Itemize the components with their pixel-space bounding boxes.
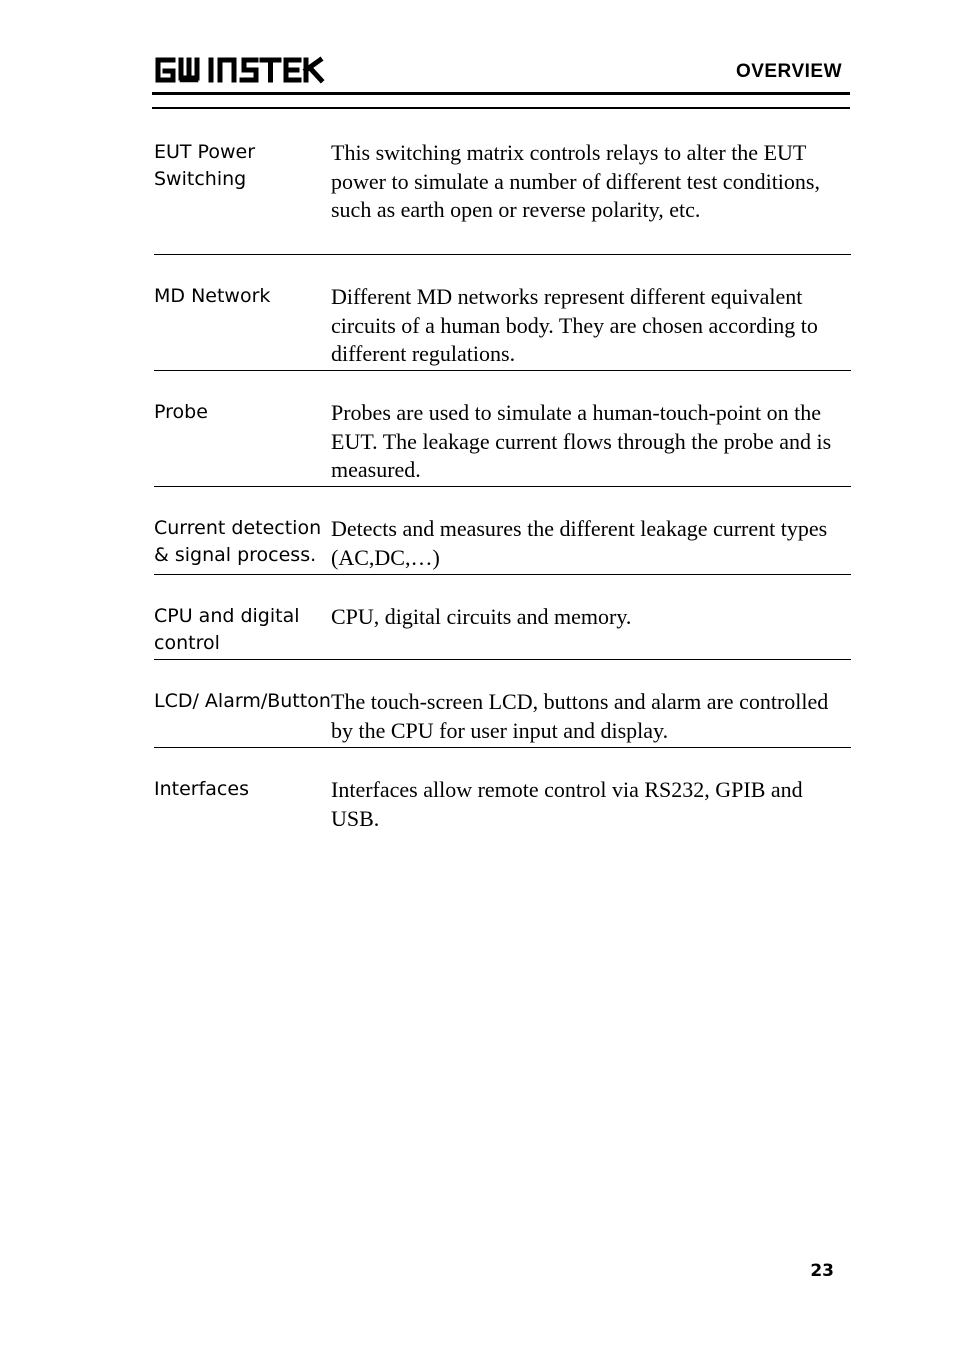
section-title: OVERVIEW [735,61,842,82]
table-row-current-detection [154,487,851,575]
row-term: MD Network [154,285,271,307]
row-term: LCD/ Alarm/Button [154,690,331,712]
row-term: CPU and digital control [154,605,300,654]
gw-instek-logo [153,56,325,84]
row-definition: Different MD networks represent different equivalent circuits of a human body. They are chosen according to different regulations. [331,284,818,366]
row-definition: Interfaces allow remote control via RS232, GPIB and USB. [331,777,803,831]
table-row-lcd-alarm-button [154,660,851,748]
row-definition: Probes are used to simulate a human-touch-point on the EUT. The leakage current flows through the probe and is measured. [331,400,832,482]
table-row-eut-power-switching [154,138,851,255]
table-row-cpu-digital-control [154,575,851,660]
table-row-interfaces [154,748,851,833]
row-definition: This switching matrix controls relays to alter the EUT power to simulate a number of different test conditions, such as earth open or reverse polarity, etc. [331,140,820,222]
header-rule-thick [152,92,850,95]
row-term: Current detection & signal process. [154,517,322,566]
gw-instek-logo-graphic [153,56,325,84]
row-definition: CPU, digital circuits and memory. [331,604,632,629]
row-term: Probe [154,401,208,423]
table-row-probe [154,371,851,487]
header-rule-thin [152,107,850,109]
row-definition: Detects and measures the different leakage current types (AC,DC,…) [331,516,828,570]
table-row-md-network [154,255,851,371]
page-number: 23 [810,1261,834,1281]
row-definition: The touch-screen LCD, buttons and alarm are controlled by the CPU for user input and display. [331,689,829,743]
row-term: EUT Power Switching [154,141,256,190]
description-table [154,138,851,833]
row-term: Interfaces [154,778,249,800]
